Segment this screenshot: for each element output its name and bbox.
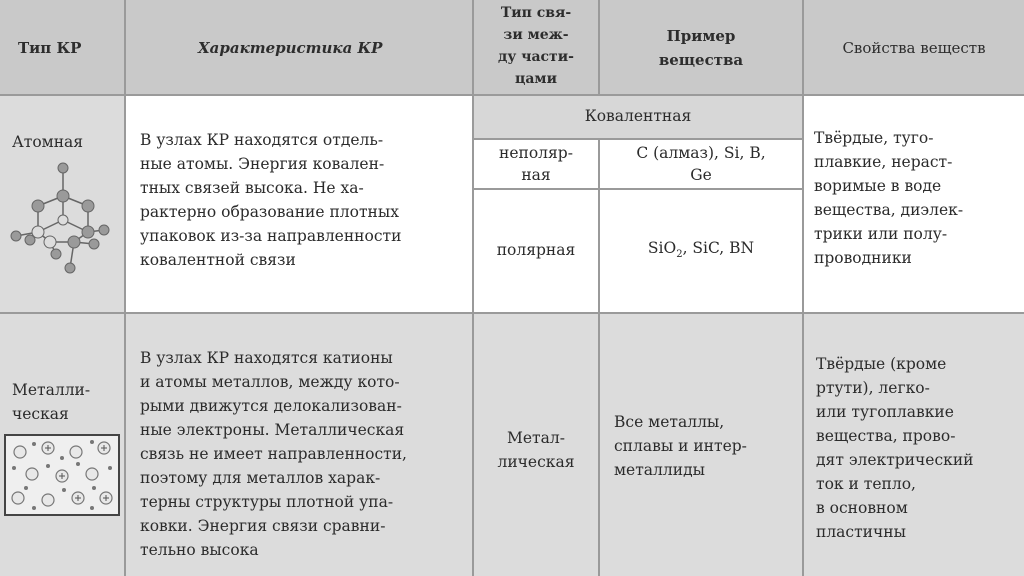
text-line: неполяр- — [499, 144, 573, 162]
grid-line — [0, 94, 1024, 96]
atomic-lattice-diagram — [6, 160, 116, 280]
text-line: пластичны — [816, 523, 906, 541]
text-line: упаковок из-за направленности — [140, 227, 402, 245]
grid-line — [124, 0, 126, 576]
text-line: ковки. Энергия связи сравни- — [140, 517, 386, 535]
header-example — [602, 24, 800, 72]
metallic-characteristic — [140, 346, 407, 562]
text-line: рыми движутся делокализован- — [140, 397, 402, 415]
text-line: металлиды — [614, 461, 705, 479]
grid-line — [598, 138, 600, 576]
text-line: Метал- — [507, 429, 565, 447]
header-characteristic: Характеристика КР — [198, 39, 383, 57]
text-line: сплавы и интер- — [614, 437, 747, 455]
text-line: ная — [521, 166, 551, 184]
text-line: Все металлы, — [614, 413, 725, 431]
text-line: дят электрический — [816, 451, 974, 469]
header-bond-line: ду части- — [498, 49, 574, 65]
text-line: лическая — [497, 453, 575, 471]
grid-line — [472, 138, 804, 140]
text-line: связь не имеет направленности, — [140, 445, 407, 463]
polar-example-sub: 2 — [676, 249, 683, 261]
polar-example — [600, 236, 802, 267]
header-example-line: Пример — [666, 27, 736, 45]
text-line: тельно высока — [140, 541, 259, 559]
text-line: плавкие, нераст- — [814, 153, 953, 171]
text-line: ные атомы. Энергия ковален- — [140, 155, 385, 173]
polar-example-prefix: SiO — [647, 239, 677, 257]
grid-line — [472, 188, 804, 190]
nonpolar-label — [474, 142, 598, 186]
text-line: терны структуры плотной упа- — [140, 493, 394, 511]
grid-line — [802, 0, 804, 576]
header-bond-line: зи меж- — [503, 27, 569, 43]
text-line: Ge — [690, 166, 712, 184]
text-line: В узлах КР находятся отдель- — [140, 131, 384, 149]
metallic-properties — [816, 352, 974, 544]
text-line: проводники — [814, 249, 912, 267]
metallic-lattice-diagram — [4, 434, 120, 516]
nonpolar-example — [600, 142, 802, 186]
header-type: Тип КР — [18, 39, 82, 57]
metallic-bond — [474, 426, 598, 474]
text-line: рактерно образование плотных — [140, 203, 399, 221]
text-line: и атомы металлов, между кото- — [140, 373, 400, 391]
polar-example-suffix: , SiC, BN — [682, 239, 755, 257]
polar-label: полярная — [496, 241, 576, 259]
text-line: Металли- — [12, 381, 91, 399]
text-line: или тугоплавкие — [816, 403, 954, 421]
text-line: воримые в воде — [814, 177, 942, 195]
text-line: Твёрдые, туго- — [814, 129, 934, 147]
grid-line — [598, 0, 600, 94]
text-line: вещества, прово- — [816, 427, 956, 445]
metallic-type-label — [12, 378, 90, 426]
text-line: C (алмаз), Si, B, — [636, 144, 766, 162]
text-line: ные электроны. Металлическая — [140, 421, 405, 439]
text-line: ковалентной связи — [140, 251, 296, 269]
covalent-label: Ковалентная — [584, 107, 692, 125]
atomic-characteristic — [140, 128, 401, 272]
grid-line — [472, 0, 474, 576]
header-bond-line: Тип свя- — [500, 5, 572, 21]
header-bond-line: цами — [515, 71, 557, 87]
text-line: В узлах КР находятся катионы — [140, 349, 393, 367]
text-line: ток и тепло, — [816, 475, 916, 493]
header-example-line: вещества — [658, 51, 744, 69]
text-line: ческая — [12, 405, 69, 423]
text-line: ртути), легко- — [816, 379, 930, 397]
metallic-example — [614, 410, 747, 482]
grid-line — [0, 312, 1024, 314]
header-bond-type — [476, 2, 596, 90]
text-line: тных связей высока. Не ха- — [140, 179, 364, 197]
text-line: поэтому для металлов харак- — [140, 469, 381, 487]
atomic-properties — [814, 126, 963, 270]
text-line: трики или полу- — [814, 225, 948, 243]
header-properties: Свойства веществ — [842, 39, 986, 57]
text-line: Твёрдые (кроме — [816, 355, 947, 373]
text-line: в основном — [816, 499, 908, 517]
text-line: вещества, диэлек- — [814, 201, 964, 219]
atomic-type-label: Атомная — [12, 133, 84, 151]
